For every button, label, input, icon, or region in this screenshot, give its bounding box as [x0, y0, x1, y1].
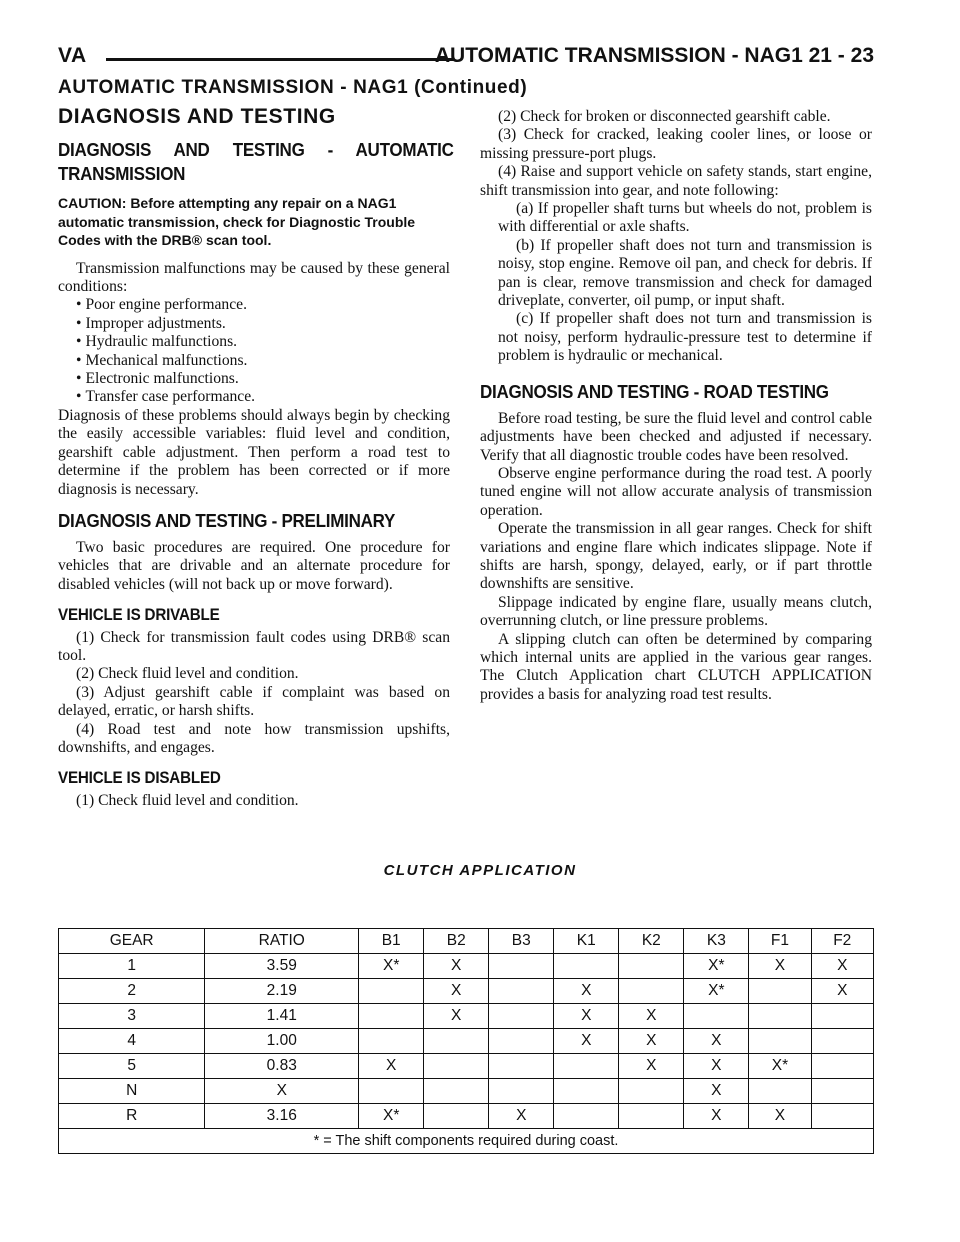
- header-page-title: AUTOMATIC TRANSMISSION - NAG1 21 - 23: [434, 44, 874, 67]
- drivable-step: (4) Road test and note how transmission upshifts, downshifts, and engages.: [58, 720, 450, 756]
- table-cell: 2: [59, 979, 205, 1004]
- table-cell: 1.00: [205, 1029, 359, 1054]
- section-heading-preliminary: DIAGNOSIS AND TESTING - PRELIMINARY: [58, 509, 396, 531]
- clutch-application-table: [58, 928, 874, 1154]
- table-cell: 2.19: [205, 979, 359, 1004]
- list-item: • Hydraulic malfunctions.: [76, 333, 450, 351]
- table-cell: [424, 1054, 489, 1079]
- table-cell: X: [489, 1104, 554, 1129]
- table-cell: [489, 1054, 554, 1079]
- table-cell: [749, 1079, 811, 1104]
- table-cell: [554, 1079, 619, 1104]
- table-row: [59, 1004, 874, 1029]
- column-header: F2: [811, 929, 873, 954]
- table-cell: X: [554, 979, 619, 1004]
- table-row: [59, 979, 874, 1004]
- table-cell: [554, 1054, 619, 1079]
- column-header: B2: [424, 929, 489, 954]
- table-cell: X*: [684, 979, 749, 1004]
- table-cell: X: [554, 1029, 619, 1054]
- table-cell: X*: [359, 954, 424, 979]
- table-cell: X: [811, 954, 873, 979]
- road-test-paragraph: A slipping clutch can often be determined by comparing which internal units are applied in the various gear ranges. The Clutch Application chart CLUTCH APPLICATION provides a basis for analyzing road test results.: [480, 630, 872, 703]
- table-row: [59, 1079, 874, 1104]
- table-cell: X*: [749, 1054, 811, 1079]
- table-cell: [619, 954, 684, 979]
- right-column: [480, 108, 872, 704]
- preliminary-paragraph: Two basic procedures are required. One procedure for vehicles that are drivable and an alternate procedure for disabled vehicles (will not back up or move forward).: [58, 538, 450, 593]
- table-cell: X*: [359, 1104, 424, 1129]
- table-cell: 5: [59, 1054, 205, 1079]
- column-header: K2: [619, 929, 684, 954]
- table-cell: [489, 1029, 554, 1054]
- diagnosis-paragraph: Diagnosis of these problems should always begin by checking the easily accessible variables: fluid level and condition, gearshift cable adjustment. Then perform a road test to determine if the problem has been corrected or if more diagnosis is necessary.: [58, 406, 450, 498]
- table-cell: X: [424, 954, 489, 979]
- table-cell: [684, 1004, 749, 1029]
- column-header: B3: [489, 929, 554, 954]
- drivable-step: (3) Adjust gearshift cable if complaint was based on delayed, erratic, or harsh shifts.: [58, 683, 450, 720]
- table-cell: X: [424, 979, 489, 1004]
- table-row: [59, 954, 874, 979]
- intro-paragraph: Transmission malfunctions may be caused by these general conditions:: [58, 259, 450, 296]
- disabled-step: (4) Raise and support vehicle on safety stands, start engine, shift transmission into gear, and note following:: [480, 163, 872, 199]
- table-cell: X: [684, 1054, 749, 1079]
- table-cell: X: [359, 1054, 424, 1079]
- table-cell: 1: [59, 954, 205, 979]
- disabled-sub-step: (c) If propeller shaft does not turn and transmission is not noisy, perform hydraulic-pressure test to determine if problem is hydraulic or mechanical.: [498, 310, 872, 365]
- table-cell: [749, 979, 811, 1004]
- subheading-disabled: VEHICLE IS DISABLED: [58, 769, 221, 788]
- table-cell: [424, 1104, 489, 1129]
- subheading-drivable: VEHICLE IS DRIVABLE: [58, 606, 220, 625]
- table-cell: [811, 1079, 873, 1104]
- table-cell: [359, 1029, 424, 1054]
- road-test-paragraph: Before road testing, be sure the fluid level and control cable adjustments have been checked and adjusted if necessary. Verify that all diagnostic trouble codes have been resolved.: [480, 409, 872, 464]
- table-cell: [554, 954, 619, 979]
- table-cell: [489, 1079, 554, 1104]
- conditions-list: [58, 296, 450, 406]
- table-cell: [359, 1004, 424, 1029]
- disabled-step: (2) Check for broken or disconnected gearshift cable.: [498, 108, 831, 125]
- list-item: • Electronic malfunctions.: [76, 370, 450, 388]
- list-item: • Improper adjustments.: [76, 315, 450, 333]
- table-cell: [619, 979, 684, 1004]
- disabled-sub-step: (a) If propeller shaft turns but wheels do not, problem is with differential or axle shafts.: [498, 200, 872, 236]
- table-cell: [619, 1079, 684, 1104]
- table-cell: [489, 1004, 554, 1029]
- table-cell: X: [684, 1029, 749, 1054]
- header-section-code: VA: [58, 44, 87, 67]
- continued-heading: AUTOMATIC TRANSMISSION - NAG1 (Continued): [58, 77, 528, 98]
- table-cell: [749, 1004, 811, 1029]
- drivable-step: (2) Check fluid level and condition.: [76, 665, 299, 683]
- caution-note: CAUTION: Before attempting any repair on a NAG1 automatic transmission, check for Diagnostic Trouble Codes with the DRB® scan tool.: [58, 195, 416, 249]
- table-cell: [359, 979, 424, 1004]
- left-column: [58, 105, 454, 810]
- column-header: K1: [554, 929, 619, 954]
- table-title: CLUTCH APPLICATION: [383, 862, 577, 879]
- table-header-row: [59, 929, 874, 954]
- table-cell: 1.41: [205, 1004, 359, 1029]
- table-cell: [619, 1104, 684, 1129]
- table-cell: [424, 1029, 489, 1054]
- table-cell: [811, 1104, 873, 1129]
- table-note-row: [59, 1129, 874, 1154]
- column-header: B1: [359, 929, 424, 954]
- table-cell: [424, 1079, 489, 1104]
- main-heading: DIAGNOSIS AND TESTING: [58, 105, 336, 128]
- table-cell: [554, 1104, 619, 1129]
- column-header: GEAR: [59, 929, 205, 954]
- road-test-paragraph: Observe engine performance during the road test. A poorly tuned engine will not allow accurate analysis of transmission operation.: [480, 464, 872, 519]
- table-cell: R: [59, 1104, 205, 1129]
- table-row: [59, 1029, 874, 1054]
- table-row: [59, 1104, 874, 1129]
- running-header: [58, 44, 874, 72]
- table-cell: X: [811, 979, 873, 1004]
- table-cell: X: [684, 1079, 749, 1104]
- table-cell: [811, 1004, 873, 1029]
- column-header: F1: [749, 929, 811, 954]
- table-cell: X: [749, 1104, 811, 1129]
- table-cell: X: [749, 954, 811, 979]
- table-cell: X: [424, 1004, 489, 1029]
- disabled-step: (1) Check fluid level and condition.: [76, 791, 299, 809]
- table-row: [59, 1054, 874, 1079]
- list-item: • Mechanical malfunctions.: [76, 352, 450, 370]
- drivable-step: (1) Check for transmission fault codes using DRB® scan tool.: [58, 628, 450, 664]
- list-item: • Poor engine performance.: [76, 296, 450, 314]
- table-cell: [489, 979, 554, 1004]
- table-cell: [811, 1054, 873, 1079]
- table-cell: X: [554, 1004, 619, 1029]
- table-cell: 4: [59, 1029, 205, 1054]
- section-heading-road-testing: DIAGNOSIS AND TESTING - ROAD TESTING: [480, 380, 829, 402]
- table-cell: 3.16: [205, 1104, 359, 1129]
- table-cell: 0.83: [205, 1054, 359, 1079]
- table-cell: X: [684, 1104, 749, 1129]
- table-cell: [359, 1079, 424, 1104]
- table-cell: X: [619, 1054, 684, 1079]
- disabled-sub-step: (b) If propeller shaft does not turn and transmission is noisy, stop engine. Remove oil pan, and check for debris. If pan is clear, remove transmission and check for damaged driveplate, converter, oil pump, or input shaft.: [498, 236, 872, 310]
- table-cell: X: [619, 1004, 684, 1029]
- table-cell: [489, 954, 554, 979]
- table-cell: N: [59, 1079, 205, 1104]
- section-heading-automatic-transmission: DIAGNOSIS AND TESTING - AUTOMATIC TRANSMISSION: [58, 139, 454, 185]
- table-cell: X*: [684, 954, 749, 979]
- list-item: • Transfer case performance.: [76, 388, 450, 406]
- table-cell: X: [205, 1079, 359, 1104]
- header-rule: [106, 58, 454, 61]
- disabled-step: (3) Check for cracked, leaking cooler lines, or loose or missing pressure-port plugs.: [480, 126, 872, 162]
- road-test-paragraph: Slippage indicated by engine flare, usually means clutch, overrunning clutch, or line pressure problems.: [480, 593, 872, 630]
- table-cell: [811, 1029, 873, 1054]
- column-header: K3: [684, 929, 749, 954]
- table-cell: [749, 1029, 811, 1054]
- column-header: RATIO: [205, 929, 359, 954]
- road-test-paragraph: Operate the transmission in all gear ranges. Check for shift variations and engine flare which indicates slippage. Note if shifts are harsh, spongy, delayed, early, or if part throttle downshifts are sensitive.: [480, 520, 872, 593]
- table-footnote: * = The shift components required during coast.: [59, 1129, 874, 1154]
- table-cell: 3: [59, 1004, 205, 1029]
- table-cell: X: [619, 1029, 684, 1054]
- table-cell: 3.59: [205, 954, 359, 979]
